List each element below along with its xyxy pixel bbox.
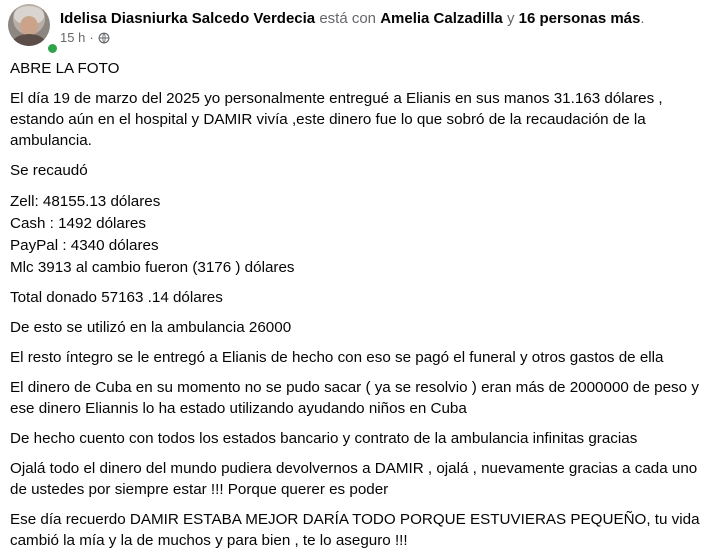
post-meta — [60, 4, 645, 46]
online-status-icon — [46, 42, 59, 55]
post-paragraph: Cash : 1492 dólares — [10, 215, 146, 232]
tagged-person-link[interactable]: Amelia Calzadilla — [380, 10, 503, 27]
post-timestamp[interactable]: 15 h — [60, 30, 86, 45]
others-link[interactable]: 16 personas más — [518, 10, 641, 27]
avatar[interactable] — [8, 4, 50, 46]
timestamp-separator: · — [89, 30, 94, 45]
post-paragraph: Mlc 3913 al cambio fueron (3176 ) dólares — [10, 259, 295, 276]
globe-icon[interactable] — [98, 32, 110, 44]
post-timestamp-row — [60, 30, 645, 46]
post-paragraph: Ojalá todo el dinero del mundo pudiera devolvernos a DAMIR , ojalá , nuevamente gracias a cada uno de ustedes por siempre estar !!! Porque querer es poder — [10, 460, 698, 498]
post-paragraph: Ese día recuerdo DAMIR ESTABA MEJOR DARÍA TODO PORQUE ESTUVIERAS PEQUEÑO, tu vida cambió la mía y la de muchos y para bien , te lo aseguro !!! — [10, 511, 700, 549]
post-paragraph: PayPal : 4340 dólares — [10, 237, 159, 254]
post-paragraph: El dinero de Cuba en su momento no se pudo sacar ( ya se resolvio ) eran más de 2000000 de peso y ese dinero Eliannis lo ha estado utilizando ayudando niños en Cuba — [10, 379, 699, 417]
post-body — [10, 58, 716, 551]
post-paragraph: Zell: 48155.13 dólares — [10, 193, 161, 210]
post-title-line — [60, 8, 645, 30]
title-period: . — [640, 10, 645, 27]
post-paragraph: Se recaudó — [10, 162, 88, 179]
post-paragraph: El día 19 de marzo del 2025 yo personalmente entregué a Elianis en sus manos 31.163 dólares , estando aún en el hospital y DAMIR vivía ,este dinero fue lo que sobró de la recaudación de la ambulancia. — [10, 90, 663, 149]
author-name-link[interactable]: Idelisa Diasniurka Salcedo Verdecia — [60, 10, 316, 27]
with-text: está con — [319, 10, 377, 27]
post-paragraph: El resto íntegro se le entregó a Elianis de hecho con eso se pagó el funeral y otros gastos de ella — [10, 349, 664, 366]
post-paragraph: Total donado 57163 .14 dólares — [10, 289, 223, 306]
post-header — [8, 4, 645, 48]
post-paragraph: ABRE LA FOTO — [10, 60, 120, 77]
post-paragraph: De esto se utilizó en la ambulancia 26000 — [10, 319, 292, 336]
connector-text: y — [506, 10, 515, 27]
post-paragraph: De hecho cuento con todos los estados bancario y contrato de la ambulancia infinitas gracias — [10, 430, 638, 447]
